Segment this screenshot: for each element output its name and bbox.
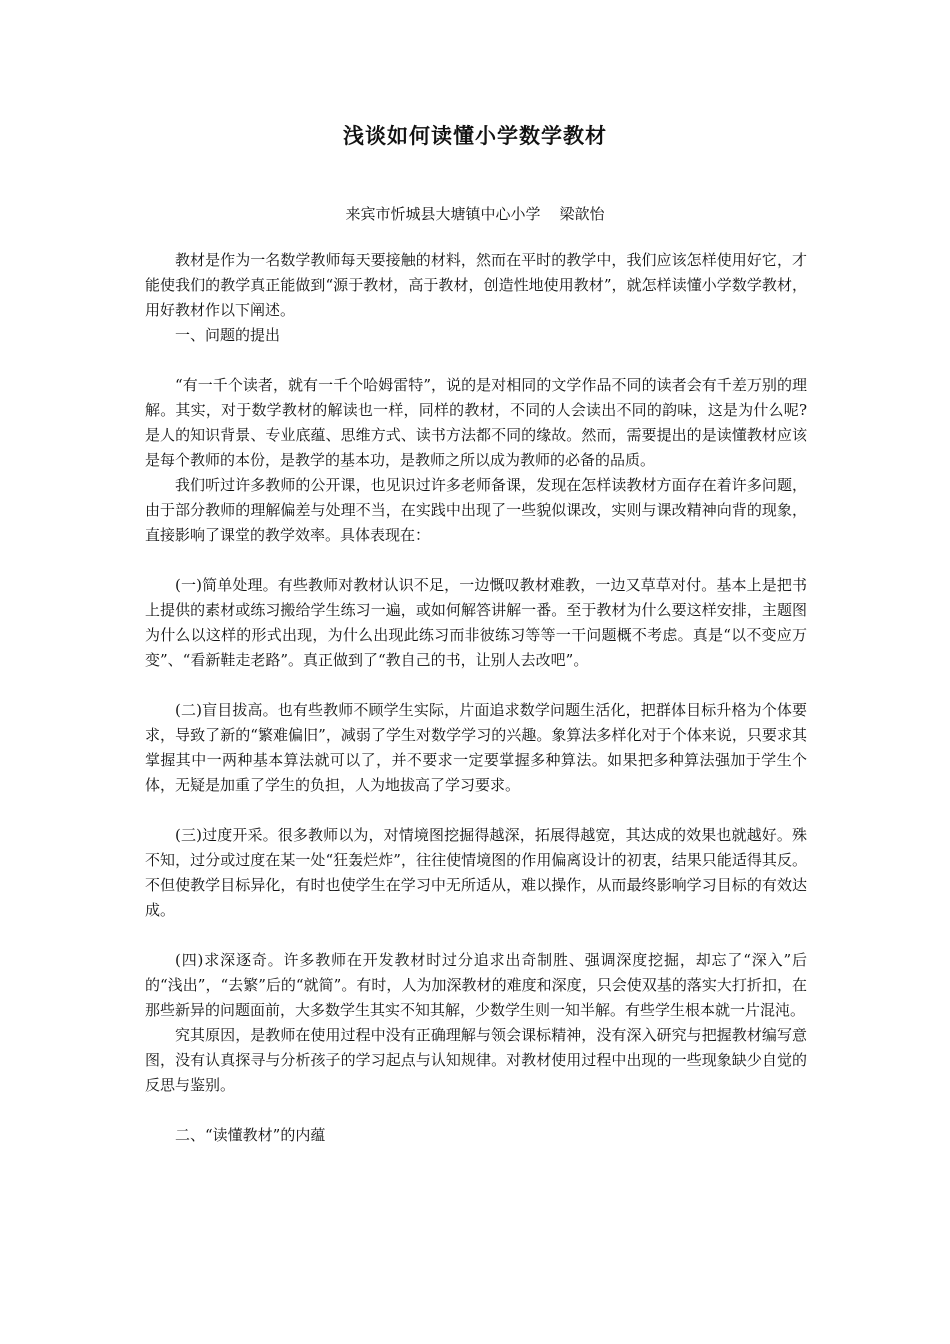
list-item-4: (四)求深逐奇。许多教师在开发教材时过分追求出奇制胜、强调深度挖掘，却忘了“深入”后的“浅出”，“去繁”后的“就简”。有时，人为加深教材的难度和深度，只会使双基的落实大打折扣，在那些新异的问题面前，大多数学生其实不知其解，少数学生则一知半解。有些学生根本就一片混沌。 xyxy=(145,951,807,1019)
paragraph-gap xyxy=(145,923,807,948)
document-body xyxy=(145,248,807,1148)
paragraph-gap xyxy=(145,348,807,373)
paragraph-3: 究其原因，是教师在使用过程中没有正确理解与领会课标精神，没有深入研究与把握教材编写意图，没有认真探寻与分析孩子的学习起点与认知规律。对教材使用过程中出现的一些现象缺少自觉的反思与鉴别。 xyxy=(145,1026,807,1094)
paragraph-gap xyxy=(145,798,807,823)
list-item-3: (三)过度开采。很多教师以为，对情境图挖掘得越深，拓展得越宽，其达成的效果也就越好。殊不知，过分或过度在某一处“狂轰烂炸”，往往使情境图的作用偏离设计的初衷，结果只能适得其反。不但使教学目标异化，有时也使学生在学习中无所适从，难以操作，从而最终影响学习目标的有效达成。 xyxy=(145,826,807,919)
list-item-1: (一)简单处理。有些教师对教材认识不足，一边慨叹教材难教，一边又草草对付。基本上是把书上提供的素材或练习搬给学生练习一遍，或如何解答讲解一番。至于教材为什么要这样安排，主题图为什么以这样的形式出现，为什么出现此练习而非彼练习等等一干问题概不考虑。真是“以不变应万变”、“看新鞋走老路”。真正做到了“教自己的书，让别人去改吧”。 xyxy=(145,576,807,669)
section-heading-2: 二、“读懂教材”的内蕴 xyxy=(175,1126,326,1144)
paragraph-gap xyxy=(145,1098,807,1123)
section-heading-1: 一、问题的提出 xyxy=(175,326,281,344)
paragraph-2: 我们听过许多教师的公开课，也见识过许多老师备课，发现在怎样读教材方面存在着许多问题，由于部分教师的理解偏差与处理不当，在实践中出现了一些貌似课改，实则与课改精神向背的现象，直接影响了课堂的教学效率。具体表现在： xyxy=(145,476,807,544)
document-title: 浅谈如何读懂小学数学教材 xyxy=(343,124,607,148)
list-item-2: (二)盲目拔高。也有些教师不顾学生实际，片面追求数学问题生活化，把群体目标升格为个体要求，导致了新的“繁难偏旧”，减弱了学生对数学学习的兴趣。象算法多样化对于个体来说，只要求其掌握其中一两种基本算法就可以了，并不要求一定要掌握多种算法。如果把多种算法强加于学生个体，无疑是加重了学生的负担，人为地拔高了学习要求。 xyxy=(145,701,807,794)
paragraph-gap xyxy=(145,548,807,573)
author-line: 来宾市忻城县大塘镇中心小学 梁歆怡 xyxy=(345,205,605,223)
paragraph-gap xyxy=(145,673,807,698)
intro-paragraph: 教材是作为一名数学教师每天要接触的材料，然而在平时的教学中，我们应该怎样使用好它，才能使我们的教学真正能做到“源于教材，高于教材，创造性地使用教材”，就怎样读懂小学数学教材，用好教材作以下阐述。 xyxy=(145,251,807,319)
paragraph-1: “有一千个读者，就有一千个哈姆雷特”，说的是对相同的文学作品不同的读者会有千差万别的理解。其实，对于数学教材的解读也一样，同样的教材，不同的人会读出不同的韵味，这是为什么呢?是人的知识背景、专业底蕴、思维方式、读书方法都不同的缘故。然而，需要提出的是读懂教材应该是每个教师的本份，是教学的基本功，是教师之所以成为教师的必备的品质。 xyxy=(145,376,807,469)
